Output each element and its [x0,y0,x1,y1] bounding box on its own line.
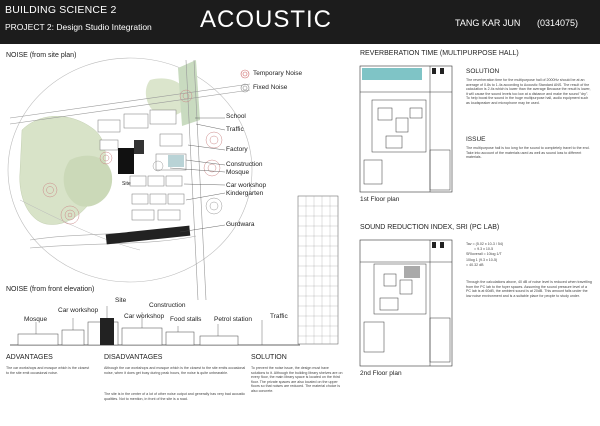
author-name: TANG KAR JUN [455,18,521,28]
elevation-title: NOISE (from front elevation) [6,286,95,293]
elev-label-car-workshop-1: Car workshop [58,307,99,314]
reverb-issue-title: ISSUE [466,136,486,143]
course-title: BUILDING SCIENCE 2 [5,4,117,16]
label-factory: Factory [226,146,248,153]
legend-fixed-noise: Fixed Noise [253,84,288,91]
sri-formula-line: SRIoverall = 10log 1/T [466,252,502,257]
advantages-text: The car workshops and mosque which is the closest to the site emit occasional noise. [6,366,90,375]
solution-bottom-title: SOLUTION [251,354,287,361]
reverb-solution-text: The reverberation time for the multipurpose hall of 2000Hz should be at an average of 0.8s to 1.4s according to Acoustic Standard ANS. The result of the calculation is 2.4s which is lower than the average Because the result is lower, it will cause the sound levels too low at a distance and make the sound "dry". To help boost the sound in the huge multipurpose hall, audio equipment such as loudspeaker and microphone may be used. [466,78,591,105]
elev-label-mosque: Mosque [24,316,48,323]
elev-label-petrol-station: Petrol station [214,316,252,323]
label-construction: Construction [226,161,263,168]
elev-label-traffic: Traffic [270,313,288,320]
sri-formula-line: Tav = (5.02 x 10-3 / 54) [466,242,504,246]
label-gurdwara: Gurdwara [226,221,255,228]
elev-label-food-stalls: Food stalls [170,316,202,323]
reverb-solution-title: SOLUTION [466,68,500,75]
label-car-workshop: Car workshop [226,182,267,189]
label-traffic: Traffic [226,126,244,133]
disadvantages-text-1: Although the car workshops and mosque which is the closest to the site emits occasional noise, when it does get busy during peak hours, the noise is quite unbearable. [104,366,246,375]
elev-label-site: Site [115,297,127,304]
reverb-issue-text: The multipurpose hall is too long for the sound to completely travel to the end. Take into account of the materials used as well as sound loss to different materials. [466,146,590,160]
reverb-title: REVERBERATION TIME (MULTIPURPOSE HALL) [360,50,519,57]
student-id: (0314075) [537,18,579,28]
project-title: PROJECT 2: Design Studio Integration [5,22,152,32]
advantages-title: ADVANTAGES [6,354,53,361]
sri-title: SOUND REDUCTION INDEX, SRI (PC LAB) [360,224,500,231]
sri-formula-line: = 40.32 dB [466,262,484,267]
sri-plan-caption: 2nd Floor plan [360,370,402,377]
site-plan-title: NOISE (from site plan) [6,52,77,59]
legend-temporary-noise: Temporary Noise [253,70,303,77]
sri-formula-line: 10log 1 (9.3 x 10-5) [466,257,498,262]
elev-label-car-workshop-2: Car workshop [124,313,165,320]
reverb-plan-caption: 1st Floor plan [360,196,400,203]
sri-text: Through the calculations above, 40 dB of noise level is reduced when travelling from the PC lab to the foyer spaces. Assuming the sound pressure level of a PC lab is at 60dB, the ambient sound is at 20dB. This amount falls under the low noise environment and is a suitable place for people to study under. [466,280,592,298]
page-title: ACOUSTIC [200,6,333,33]
label-school: School [226,113,246,120]
disadvantages-text-2: The site is in the center of a lot of other noise output and generally has very bad acoustic qualities. Not to mention, in front of the site is a road. [104,392,246,401]
label-kindergarten: Kindergarten [226,190,264,197]
label-mosque: Mosque [226,169,250,176]
sri-formula-line: = 9.3 x 10-5 [474,247,494,252]
label-site: Site [122,181,131,187]
sri-formula [466,242,592,268]
elev-label-construction: Construction [149,302,186,309]
solution-bottom-text: To prevent the noise issue, the design must have solutions to it. Although the building library shelves are on every floor, the main library space is located on the third floor. The private spaces are also located on the upper floors so that noises are reduced. The material choice is also concrete. [251,366,343,393]
disadvantages-title: DISADVANTAGES [104,354,163,361]
